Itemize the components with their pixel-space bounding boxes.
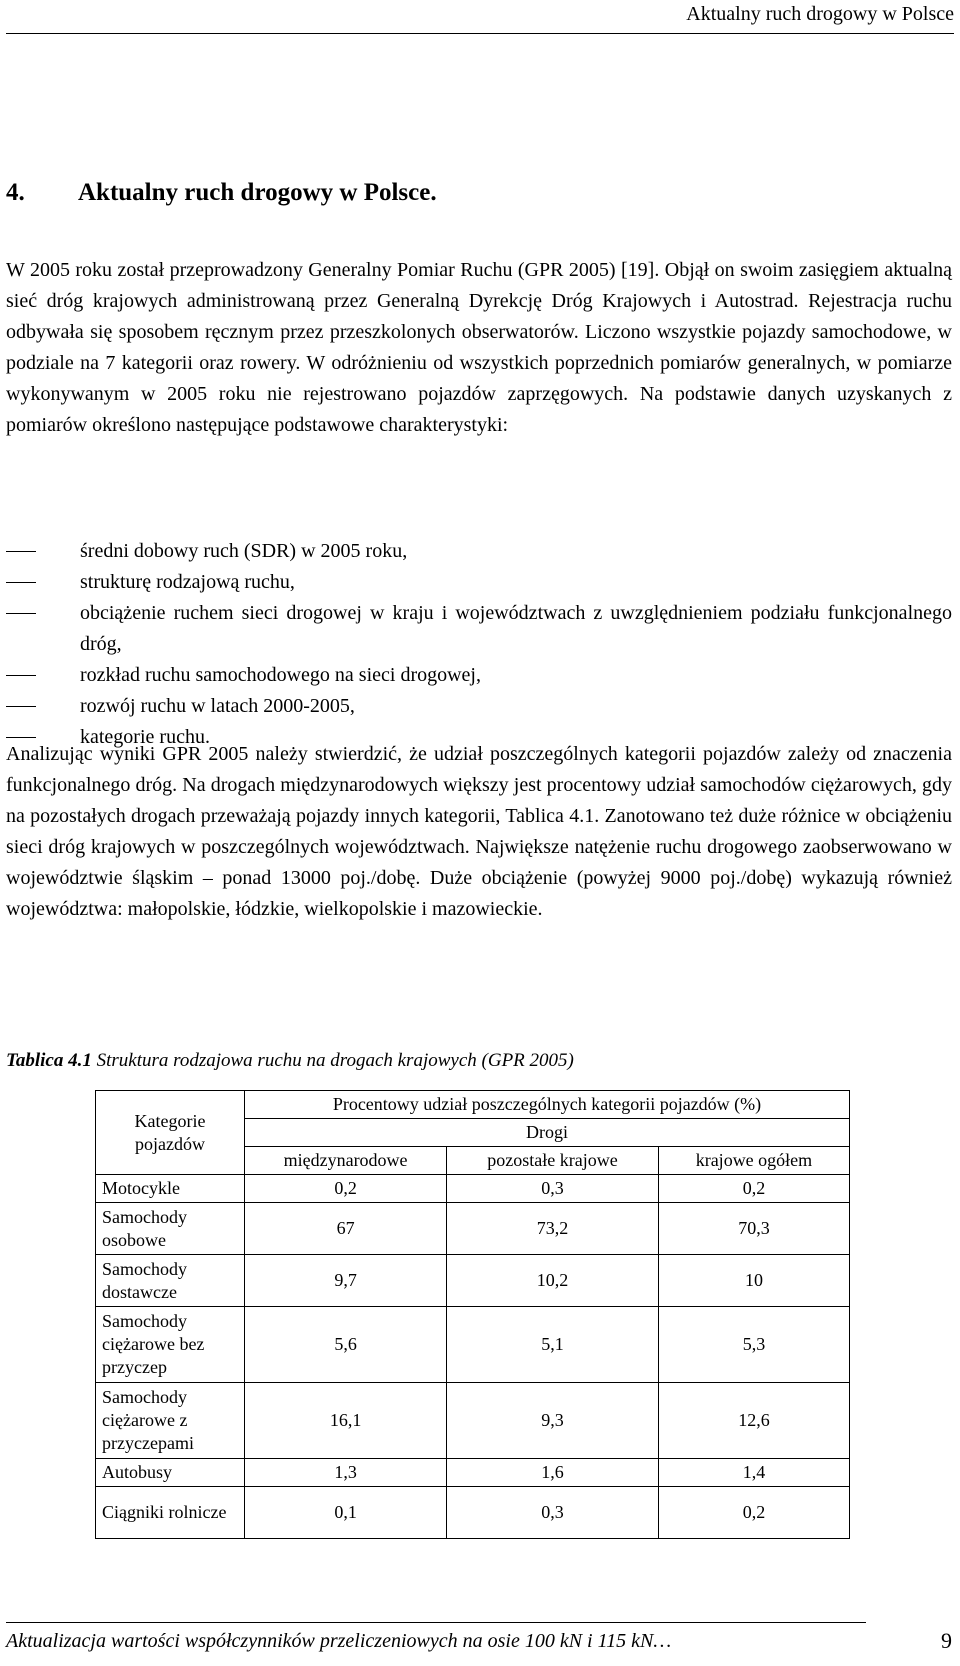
- cell-value: 0,1: [245, 1487, 447, 1539]
- dash-bullet: [6, 737, 36, 738]
- row-category: Autobusy: [96, 1459, 245, 1487]
- table-row: [96, 1175, 850, 1203]
- row-category: Motocykle: [96, 1175, 245, 1203]
- characteristics-list: [6, 536, 952, 753]
- header-roads: Drogi: [245, 1119, 850, 1147]
- section-number: 4.: [6, 179, 25, 206]
- table-row: [96, 1255, 850, 1307]
- list-item-text: rozwój ruchu w latach 2000-2005,: [80, 695, 355, 717]
- cell-value: 0,2: [658, 1175, 849, 1203]
- list-item-text: strukturę rodzajową ruchu,: [80, 571, 295, 593]
- list-item: [6, 567, 952, 598]
- cell-value: 5,3: [658, 1307, 849, 1383]
- page-number: 9: [941, 1628, 952, 1653]
- cell-value: 70,3: [658, 1203, 849, 1255]
- list-item-text: obciążenie ruchem sieci drogowej w kraju i województwach z uwzględnieniem podziału funkcjonalnego dróg,: [80, 602, 952, 655]
- dash-bullet: [6, 582, 36, 583]
- cell-value: 67: [245, 1203, 447, 1255]
- list-item-text: średni dobowy ruch (SDR) w 2005 roku,: [80, 540, 408, 562]
- row-category: Samochody ciężarowe bez przyczep: [96, 1307, 245, 1383]
- table-row: [96, 1459, 850, 1487]
- cell-value: 9,3: [447, 1383, 659, 1459]
- list-item: [6, 691, 952, 722]
- cell-value: 5,6: [245, 1307, 447, 1383]
- paragraph-analysis: Analizując wyniki GPR 2005 należy stwierdzić, że udział poszczególnych kategorii pojazdów zależy od znaczenia funkcjonalnego dróg. Na drogach międzynarodowych większy jest procentowy udział samochodów ciężarowych, gdy na pozostałych drogach przeważają pojazdy innych kategorii, Tablica 4.1. Zanotowano też duże różnice w obciążeniu sieci dróg krajowych w poszczególnych województwach. Największe natężenie ruchu drogowego zaobserwowano w województwie śląskim – ponad 13000 poj./dobę. Duże obciążenie (powyżej 9000 poj./dobę) wykazują również województwa: małopolskie, łódzkie, wielkopolskie i mazowieckie.: [6, 743, 952, 920]
- table-row: [96, 1307, 850, 1383]
- table-caption-label: Tablica 4.1: [6, 1050, 92, 1071]
- row-category: Ciągniki rolnicze: [96, 1487, 245, 1539]
- table-row: [96, 1487, 850, 1539]
- cell-value: 73,2: [447, 1203, 659, 1255]
- cell-value: 0,3: [447, 1487, 659, 1539]
- cell-value: 1,6: [447, 1459, 659, 1487]
- row-category: Samochody ciężarowe z przyczepami: [96, 1383, 245, 1459]
- header-col-international: międzynarodowe: [245, 1147, 447, 1175]
- paragraph-intro: W 2005 roku został przeprowadzony Generalny Pomiar Ruchu (GPR 2005) [19]. Objął on swoim zasięgiem aktualną sieć dróg krajowych administrowaną przez Generalną Dyrekcję Dróg Krajowych i Autostrad. Rejestracja ruchu odbywała się sposobem ręcznym przez przeszkolonych obserwatorów. Liczono wszystkie pojazdy samochodowe, w podziale na 7 kategorii oraz rowery. W odróżnieniu od wszystkich poprzednich pomiarów generalnych, w pomiarze wykonywanym w 2005 roku nie rejestrowano pojazdów zaprzęgowych. Na podstawie danych uzyskanych z pomiarów określono następujące podstawowe charakterystyki:: [6, 259, 952, 436]
- dash-bullet: [6, 675, 36, 676]
- cell-value: 10,2: [447, 1255, 659, 1307]
- section-title: [6, 179, 437, 207]
- cell-value: 9,7: [245, 1255, 447, 1307]
- table-caption: [6, 1050, 574, 1072]
- list-item-text: kategorie ruchu.: [80, 726, 210, 748]
- row-category: Samochody osobowe: [96, 1203, 245, 1255]
- dash-bullet: [6, 613, 36, 614]
- cell-value: 1,4: [658, 1459, 849, 1487]
- dash-bullet: [6, 551, 36, 552]
- section-title-text: Aktualny ruch drogowy w Polsce.: [78, 179, 437, 206]
- cell-value: 0,2: [245, 1175, 447, 1203]
- traffic-structure-table: [95, 1090, 850, 1539]
- table-row: [96, 1383, 850, 1459]
- cell-value: 1,3: [245, 1459, 447, 1487]
- dash-bullet: [6, 706, 36, 707]
- cell-value: 0,3: [447, 1175, 659, 1203]
- table-caption-text: Struktura rodzajowa ruchu na drogach krajowych (GPR 2005): [91, 1050, 574, 1071]
- header-rule: [6, 33, 954, 34]
- list-item: [6, 536, 952, 567]
- table-row: [96, 1203, 850, 1255]
- cell-value: 5,1: [447, 1307, 659, 1383]
- cell-value: 0,2: [658, 1487, 849, 1539]
- list-item: [6, 598, 952, 660]
- row-category: Samochody dostawcze: [96, 1255, 245, 1307]
- footer-rule: [6, 1622, 866, 1623]
- header-col-other-national: pozostałe krajowe: [447, 1147, 659, 1175]
- running-header: Aktualny ruch drogowy w Polsce: [686, 3, 954, 25]
- header-category: Kategorie pojazdów: [96, 1091, 245, 1175]
- cell-value: 10: [658, 1255, 849, 1307]
- header-percent: Procentowy udział poszczególnych kategorii pojazdów (%): [245, 1091, 850, 1119]
- list-item-text: rozkład ruchu samochodowego na sieci drogowej,: [80, 664, 481, 686]
- cell-value: 16,1: [245, 1383, 447, 1459]
- cell-value: 12,6: [658, 1383, 849, 1459]
- list-item: [6, 660, 952, 691]
- footer-text: Aktualizacja wartości współczynników przeliczeniowych na osie 100 kN i 115 kN…: [6, 1630, 672, 1652]
- header-col-national-total: krajowe ogółem: [658, 1147, 849, 1175]
